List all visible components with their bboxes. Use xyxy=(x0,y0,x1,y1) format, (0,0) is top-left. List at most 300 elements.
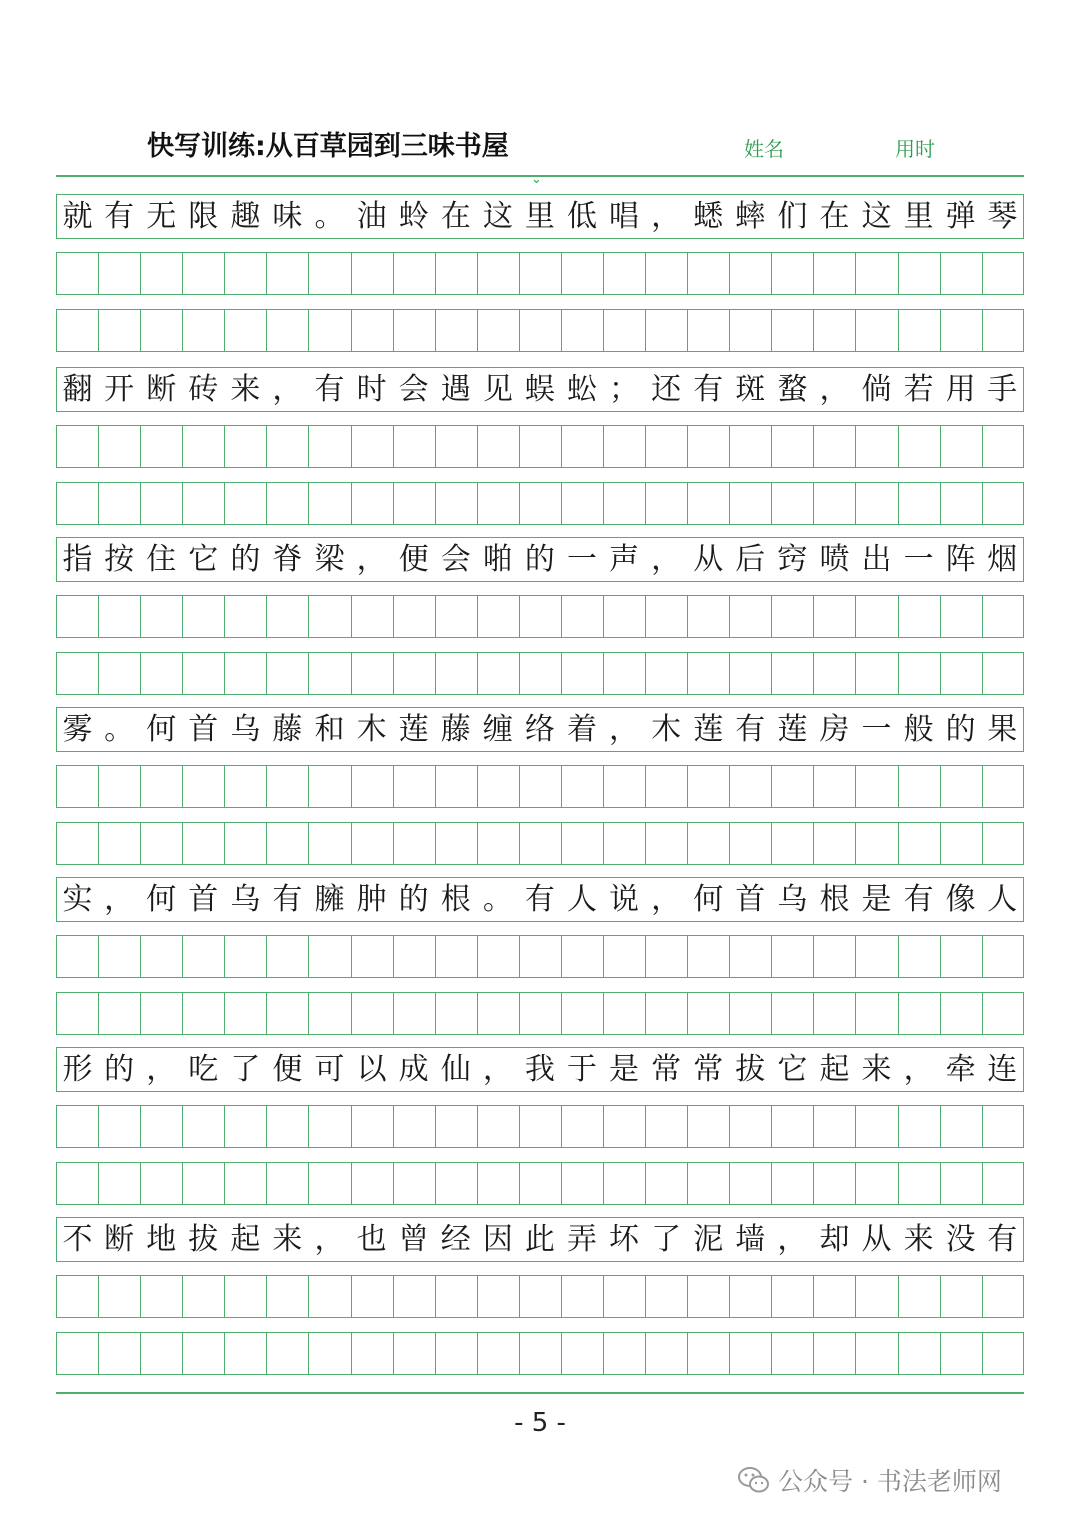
practice-cell[interactable] xyxy=(561,992,603,1035)
practice-cell[interactable] xyxy=(140,1275,182,1318)
practice-cell[interactable] xyxy=(56,935,98,978)
practice-cell[interactable] xyxy=(940,309,982,352)
practice-cell[interactable] xyxy=(224,992,266,1035)
practice-cell[interactable] xyxy=(435,652,477,695)
practice-cell[interactable] xyxy=(477,992,519,1035)
practice-cell[interactable] xyxy=(940,1162,982,1205)
practice-cell[interactable] xyxy=(308,935,350,978)
practice-cell[interactable] xyxy=(56,252,98,295)
practice-cell[interactable] xyxy=(477,765,519,808)
practice-cell[interactable] xyxy=(351,595,393,638)
practice-cell[interactable] xyxy=(898,1105,940,1148)
practice-cell[interactable] xyxy=(561,935,603,978)
practice-cell[interactable] xyxy=(603,1105,645,1148)
practice-cell[interactable] xyxy=(771,992,813,1035)
practice-cell[interactable] xyxy=(182,992,224,1035)
practice-cell[interactable] xyxy=(687,252,729,295)
practice-cell[interactable] xyxy=(729,425,771,468)
practice-cell[interactable] xyxy=(224,1275,266,1318)
practice-cell[interactable] xyxy=(982,595,1024,638)
practice-cell[interactable] xyxy=(813,652,855,695)
practice-cell[interactable] xyxy=(140,652,182,695)
practice-cell[interactable] xyxy=(898,252,940,295)
practice-cell[interactable] xyxy=(56,1162,98,1205)
practice-cell[interactable] xyxy=(393,425,435,468)
practice-cell[interactable] xyxy=(308,822,350,865)
practice-cell[interactable] xyxy=(182,822,224,865)
practice-cell[interactable] xyxy=(813,935,855,978)
practice-cell[interactable] xyxy=(140,482,182,525)
practice-cell[interactable] xyxy=(224,482,266,525)
practice-cell[interactable] xyxy=(771,1275,813,1318)
practice-cell[interactable] xyxy=(645,1105,687,1148)
practice-cell[interactable] xyxy=(56,425,98,468)
practice-cell[interactable] xyxy=(771,425,813,468)
practice-cell[interactable] xyxy=(898,765,940,808)
practice-cell[interactable] xyxy=(519,425,561,468)
practice-cell[interactable] xyxy=(940,992,982,1035)
practice-cell[interactable] xyxy=(603,595,645,638)
practice-cell[interactable] xyxy=(393,822,435,865)
practice-cell[interactable] xyxy=(771,482,813,525)
practice-cell[interactable] xyxy=(182,425,224,468)
practice-cell[interactable] xyxy=(308,1332,350,1375)
practice-cell[interactable] xyxy=(561,765,603,808)
practice-cell[interactable] xyxy=(519,935,561,978)
practice-cell[interactable] xyxy=(519,822,561,865)
practice-cell[interactable] xyxy=(982,309,1024,352)
practice-cell[interactable] xyxy=(224,425,266,468)
practice-cell[interactable] xyxy=(393,482,435,525)
practice-cell[interactable] xyxy=(771,309,813,352)
practice-cell[interactable] xyxy=(687,992,729,1035)
practice-cell[interactable] xyxy=(435,765,477,808)
practice-cell[interactable] xyxy=(182,1332,224,1375)
practice-cell[interactable] xyxy=(140,252,182,295)
practice-cell[interactable] xyxy=(519,252,561,295)
practice-cell[interactable] xyxy=(561,1332,603,1375)
practice-cell[interactable] xyxy=(266,1162,308,1205)
practice-cell[interactable] xyxy=(813,425,855,468)
practice-cell[interactable] xyxy=(393,652,435,695)
practice-cell[interactable] xyxy=(687,935,729,978)
practice-cell[interactable] xyxy=(645,425,687,468)
practice-cell[interactable] xyxy=(603,822,645,865)
practice-cell[interactable] xyxy=(519,992,561,1035)
practice-cell[interactable] xyxy=(645,765,687,808)
practice-cell[interactable] xyxy=(308,652,350,695)
practice-cell[interactable] xyxy=(940,252,982,295)
practice-cell[interactable] xyxy=(224,595,266,638)
practice-cell[interactable] xyxy=(940,1105,982,1148)
practice-cell[interactable] xyxy=(561,1105,603,1148)
practice-cell[interactable] xyxy=(603,425,645,468)
practice-cell[interactable] xyxy=(477,309,519,352)
practice-cell[interactable] xyxy=(898,1162,940,1205)
practice-cell[interactable] xyxy=(855,1162,897,1205)
practice-cell[interactable] xyxy=(603,309,645,352)
practice-cell[interactable] xyxy=(308,482,350,525)
practice-cell[interactable] xyxy=(435,1275,477,1318)
practice-cell[interactable] xyxy=(477,1332,519,1375)
practice-cell[interactable] xyxy=(603,652,645,695)
practice-cell[interactable] xyxy=(982,765,1024,808)
practice-cell[interactable] xyxy=(182,652,224,695)
practice-cell[interactable] xyxy=(729,482,771,525)
practice-cell[interactable] xyxy=(266,992,308,1035)
practice-cell[interactable] xyxy=(435,595,477,638)
practice-cell[interactable] xyxy=(393,1105,435,1148)
practice-cell[interactable] xyxy=(308,595,350,638)
practice-cell[interactable] xyxy=(940,935,982,978)
practice-cell[interactable] xyxy=(940,1275,982,1318)
practice-cell[interactable] xyxy=(224,652,266,695)
practice-cell[interactable] xyxy=(56,1275,98,1318)
practice-cell[interactable] xyxy=(729,1162,771,1205)
practice-cell[interactable] xyxy=(982,1162,1024,1205)
practice-cell[interactable] xyxy=(308,1275,350,1318)
practice-cell[interactable] xyxy=(561,1162,603,1205)
practice-cell[interactable] xyxy=(182,1105,224,1148)
practice-cell[interactable] xyxy=(477,425,519,468)
practice-cell[interactable] xyxy=(266,935,308,978)
practice-cell[interactable] xyxy=(813,1162,855,1205)
practice-cell[interactable] xyxy=(729,309,771,352)
practice-cell[interactable] xyxy=(855,1105,897,1148)
practice-cell[interactable] xyxy=(519,652,561,695)
practice-cell[interactable] xyxy=(982,822,1024,865)
practice-cell[interactable] xyxy=(603,992,645,1035)
practice-cell[interactable] xyxy=(645,1275,687,1318)
practice-cell[interactable] xyxy=(224,1162,266,1205)
practice-cell[interactable] xyxy=(813,1275,855,1318)
practice-cell[interactable] xyxy=(687,1275,729,1318)
practice-cell[interactable] xyxy=(813,309,855,352)
practice-cell[interactable] xyxy=(603,765,645,808)
practice-cell[interactable] xyxy=(519,482,561,525)
practice-cell[interactable] xyxy=(56,765,98,808)
practice-cell[interactable] xyxy=(771,765,813,808)
practice-cell[interactable] xyxy=(729,1275,771,1318)
practice-cell[interactable] xyxy=(898,652,940,695)
practice-cell[interactable] xyxy=(855,935,897,978)
practice-cell[interactable] xyxy=(266,595,308,638)
practice-cell[interactable] xyxy=(435,1162,477,1205)
practice-cell[interactable] xyxy=(519,595,561,638)
practice-cell[interactable] xyxy=(98,309,140,352)
practice-cell[interactable] xyxy=(224,309,266,352)
practice-cell[interactable] xyxy=(351,1162,393,1205)
practice-cell[interactable] xyxy=(308,765,350,808)
practice-cell[interactable] xyxy=(813,252,855,295)
practice-cell[interactable] xyxy=(393,595,435,638)
practice-cell[interactable] xyxy=(645,652,687,695)
practice-cell[interactable] xyxy=(308,1162,350,1205)
practice-cell[interactable] xyxy=(182,935,224,978)
practice-cell[interactable] xyxy=(435,482,477,525)
practice-cell[interactable] xyxy=(855,252,897,295)
practice-cell[interactable] xyxy=(687,1162,729,1205)
practice-cell[interactable] xyxy=(140,765,182,808)
practice-cell[interactable] xyxy=(393,252,435,295)
practice-cell[interactable] xyxy=(224,935,266,978)
practice-cell[interactable] xyxy=(98,992,140,1035)
practice-cell[interactable] xyxy=(519,1105,561,1148)
practice-cell[interactable] xyxy=(771,935,813,978)
practice-cell[interactable] xyxy=(435,425,477,468)
practice-cell[interactable] xyxy=(898,822,940,865)
practice-cell[interactable] xyxy=(351,992,393,1035)
practice-cell[interactable] xyxy=(603,252,645,295)
practice-cell[interactable] xyxy=(561,652,603,695)
practice-cell[interactable] xyxy=(477,652,519,695)
practice-cell[interactable] xyxy=(435,1332,477,1375)
practice-cell[interactable] xyxy=(940,425,982,468)
practice-cell[interactable] xyxy=(687,822,729,865)
practice-cell[interactable] xyxy=(435,935,477,978)
practice-cell[interactable] xyxy=(56,652,98,695)
practice-cell[interactable] xyxy=(351,652,393,695)
practice-cell[interactable] xyxy=(224,822,266,865)
practice-cell[interactable] xyxy=(855,1332,897,1375)
practice-cell[interactable] xyxy=(308,1105,350,1148)
practice-cell[interactable] xyxy=(308,992,350,1035)
practice-cell[interactable] xyxy=(224,1105,266,1148)
practice-cell[interactable] xyxy=(982,482,1024,525)
practice-cell[interactable] xyxy=(729,1105,771,1148)
practice-cell[interactable] xyxy=(561,425,603,468)
practice-cell[interactable] xyxy=(729,1332,771,1375)
practice-cell[interactable] xyxy=(687,309,729,352)
practice-cell[interactable] xyxy=(519,1162,561,1205)
practice-cell[interactable] xyxy=(940,595,982,638)
practice-cell[interactable] xyxy=(393,765,435,808)
practice-cell[interactable] xyxy=(645,822,687,865)
practice-cell[interactable] xyxy=(855,309,897,352)
practice-cell[interactable] xyxy=(771,1332,813,1375)
practice-cell[interactable] xyxy=(393,992,435,1035)
practice-cell[interactable] xyxy=(266,1105,308,1148)
practice-cell[interactable] xyxy=(813,482,855,525)
practice-cell[interactable] xyxy=(140,595,182,638)
practice-cell[interactable] xyxy=(687,652,729,695)
practice-cell[interactable] xyxy=(603,1332,645,1375)
practice-cell[interactable] xyxy=(56,595,98,638)
practice-cell[interactable] xyxy=(182,309,224,352)
practice-cell[interactable] xyxy=(477,822,519,865)
practice-cell[interactable] xyxy=(982,1105,1024,1148)
practice-cell[interactable] xyxy=(224,1332,266,1375)
practice-cell[interactable] xyxy=(771,1105,813,1148)
practice-cell[interactable] xyxy=(98,1332,140,1375)
practice-cell[interactable] xyxy=(140,1105,182,1148)
practice-cell[interactable] xyxy=(308,309,350,352)
practice-cell[interactable] xyxy=(561,252,603,295)
practice-cell[interactable] xyxy=(855,482,897,525)
practice-cell[interactable] xyxy=(813,595,855,638)
practice-cell[interactable] xyxy=(351,822,393,865)
practice-cell[interactable] xyxy=(519,1332,561,1375)
practice-cell[interactable] xyxy=(940,652,982,695)
practice-cell[interactable] xyxy=(982,425,1024,468)
practice-cell[interactable] xyxy=(813,1105,855,1148)
practice-cell[interactable] xyxy=(898,992,940,1035)
practice-cell[interactable] xyxy=(266,309,308,352)
practice-cell[interactable] xyxy=(351,1105,393,1148)
practice-cell[interactable] xyxy=(687,1332,729,1375)
practice-cell[interactable] xyxy=(435,822,477,865)
practice-cell[interactable] xyxy=(477,935,519,978)
practice-cell[interactable] xyxy=(351,482,393,525)
practice-cell[interactable] xyxy=(898,309,940,352)
practice-cell[interactable] xyxy=(898,935,940,978)
practice-cell[interactable] xyxy=(393,1332,435,1375)
practice-cell[interactable] xyxy=(140,1332,182,1375)
practice-cell[interactable] xyxy=(771,822,813,865)
practice-cell[interactable] xyxy=(982,992,1024,1035)
practice-cell[interactable] xyxy=(435,1105,477,1148)
practice-cell[interactable] xyxy=(308,252,350,295)
practice-cell[interactable] xyxy=(477,482,519,525)
practice-cell[interactable] xyxy=(898,1332,940,1375)
practice-cell[interactable] xyxy=(855,595,897,638)
practice-cell[interactable] xyxy=(982,252,1024,295)
practice-cell[interactable] xyxy=(561,309,603,352)
practice-cell[interactable] xyxy=(56,482,98,525)
practice-cell[interactable] xyxy=(308,425,350,468)
practice-cell[interactable] xyxy=(561,595,603,638)
practice-cell[interactable] xyxy=(645,992,687,1035)
practice-cell[interactable] xyxy=(477,595,519,638)
practice-cell[interactable] xyxy=(98,1275,140,1318)
practice-cell[interactable] xyxy=(771,595,813,638)
practice-cell[interactable] xyxy=(898,595,940,638)
practice-cell[interactable] xyxy=(603,482,645,525)
practice-cell[interactable] xyxy=(266,252,308,295)
practice-cell[interactable] xyxy=(645,1332,687,1375)
practice-cell[interactable] xyxy=(645,935,687,978)
practice-cell[interactable] xyxy=(855,1275,897,1318)
practice-cell[interactable] xyxy=(56,822,98,865)
practice-cell[interactable] xyxy=(182,765,224,808)
practice-cell[interactable] xyxy=(393,1275,435,1318)
practice-cell[interactable] xyxy=(982,652,1024,695)
practice-cell[interactable] xyxy=(729,935,771,978)
practice-cell[interactable] xyxy=(98,252,140,295)
practice-cell[interactable] xyxy=(687,595,729,638)
practice-cell[interactable] xyxy=(224,765,266,808)
practice-cell[interactable] xyxy=(393,309,435,352)
practice-cell[interactable] xyxy=(603,935,645,978)
practice-cell[interactable] xyxy=(687,482,729,525)
practice-cell[interactable] xyxy=(729,765,771,808)
practice-cell[interactable] xyxy=(855,425,897,468)
practice-cell[interactable] xyxy=(56,309,98,352)
practice-cell[interactable] xyxy=(645,595,687,638)
practice-cell[interactable] xyxy=(687,425,729,468)
practice-cell[interactable] xyxy=(393,1162,435,1205)
practice-cell[interactable] xyxy=(98,425,140,468)
practice-cell[interactable] xyxy=(813,992,855,1035)
practice-cell[interactable] xyxy=(56,992,98,1035)
practice-cell[interactable] xyxy=(645,1162,687,1205)
practice-cell[interactable] xyxy=(477,1105,519,1148)
practice-cell[interactable] xyxy=(771,652,813,695)
practice-cell[interactable] xyxy=(140,822,182,865)
practice-cell[interactable] xyxy=(940,482,982,525)
practice-cell[interactable] xyxy=(477,252,519,295)
practice-cell[interactable] xyxy=(645,252,687,295)
practice-cell[interactable] xyxy=(771,252,813,295)
practice-cell[interactable] xyxy=(687,765,729,808)
practice-cell[interactable] xyxy=(351,765,393,808)
practice-cell[interactable] xyxy=(435,992,477,1035)
practice-cell[interactable] xyxy=(855,765,897,808)
practice-cell[interactable] xyxy=(603,1275,645,1318)
practice-cell[interactable] xyxy=(266,822,308,865)
practice-cell[interactable] xyxy=(982,1275,1024,1318)
practice-cell[interactable] xyxy=(940,1332,982,1375)
practice-cell[interactable] xyxy=(729,252,771,295)
practice-cell[interactable] xyxy=(855,992,897,1035)
practice-cell[interactable] xyxy=(351,1332,393,1375)
practice-cell[interactable] xyxy=(729,595,771,638)
practice-cell[interactable] xyxy=(351,935,393,978)
practice-cell[interactable] xyxy=(98,765,140,808)
practice-cell[interactable] xyxy=(182,1275,224,1318)
practice-cell[interactable] xyxy=(982,1332,1024,1375)
practice-cell[interactable] xyxy=(182,482,224,525)
practice-cell[interactable] xyxy=(351,309,393,352)
practice-cell[interactable] xyxy=(561,482,603,525)
practice-cell[interactable] xyxy=(813,1332,855,1375)
practice-cell[interactable] xyxy=(982,935,1024,978)
practice-cell[interactable] xyxy=(98,595,140,638)
practice-cell[interactable] xyxy=(266,765,308,808)
practice-cell[interactable] xyxy=(813,822,855,865)
practice-cell[interactable] xyxy=(687,1105,729,1148)
practice-cell[interactable] xyxy=(813,765,855,808)
practice-cell[interactable] xyxy=(855,652,897,695)
practice-cell[interactable] xyxy=(98,652,140,695)
practice-cell[interactable] xyxy=(519,309,561,352)
practice-cell[interactable] xyxy=(182,1162,224,1205)
practice-cell[interactable] xyxy=(98,482,140,525)
practice-cell[interactable] xyxy=(182,595,224,638)
practice-cell[interactable] xyxy=(351,1275,393,1318)
practice-cell[interactable] xyxy=(98,1105,140,1148)
practice-cell[interactable] xyxy=(393,935,435,978)
practice-cell[interactable] xyxy=(940,765,982,808)
practice-cell[interactable] xyxy=(224,252,266,295)
practice-cell[interactable] xyxy=(519,765,561,808)
practice-cell[interactable] xyxy=(519,1275,561,1318)
practice-cell[interactable] xyxy=(645,482,687,525)
practice-cell[interactable] xyxy=(98,935,140,978)
practice-cell[interactable] xyxy=(729,822,771,865)
practice-cell[interactable] xyxy=(940,822,982,865)
practice-cell[interactable] xyxy=(140,992,182,1035)
practice-cell[interactable] xyxy=(266,482,308,525)
practice-cell[interactable] xyxy=(771,1162,813,1205)
practice-cell[interactable] xyxy=(140,935,182,978)
practice-cell[interactable] xyxy=(729,992,771,1035)
practice-cell[interactable] xyxy=(561,1275,603,1318)
practice-cell[interactable] xyxy=(477,1162,519,1205)
practice-cell[interactable] xyxy=(98,822,140,865)
practice-cell[interactable] xyxy=(56,1105,98,1148)
practice-cell[interactable] xyxy=(266,652,308,695)
